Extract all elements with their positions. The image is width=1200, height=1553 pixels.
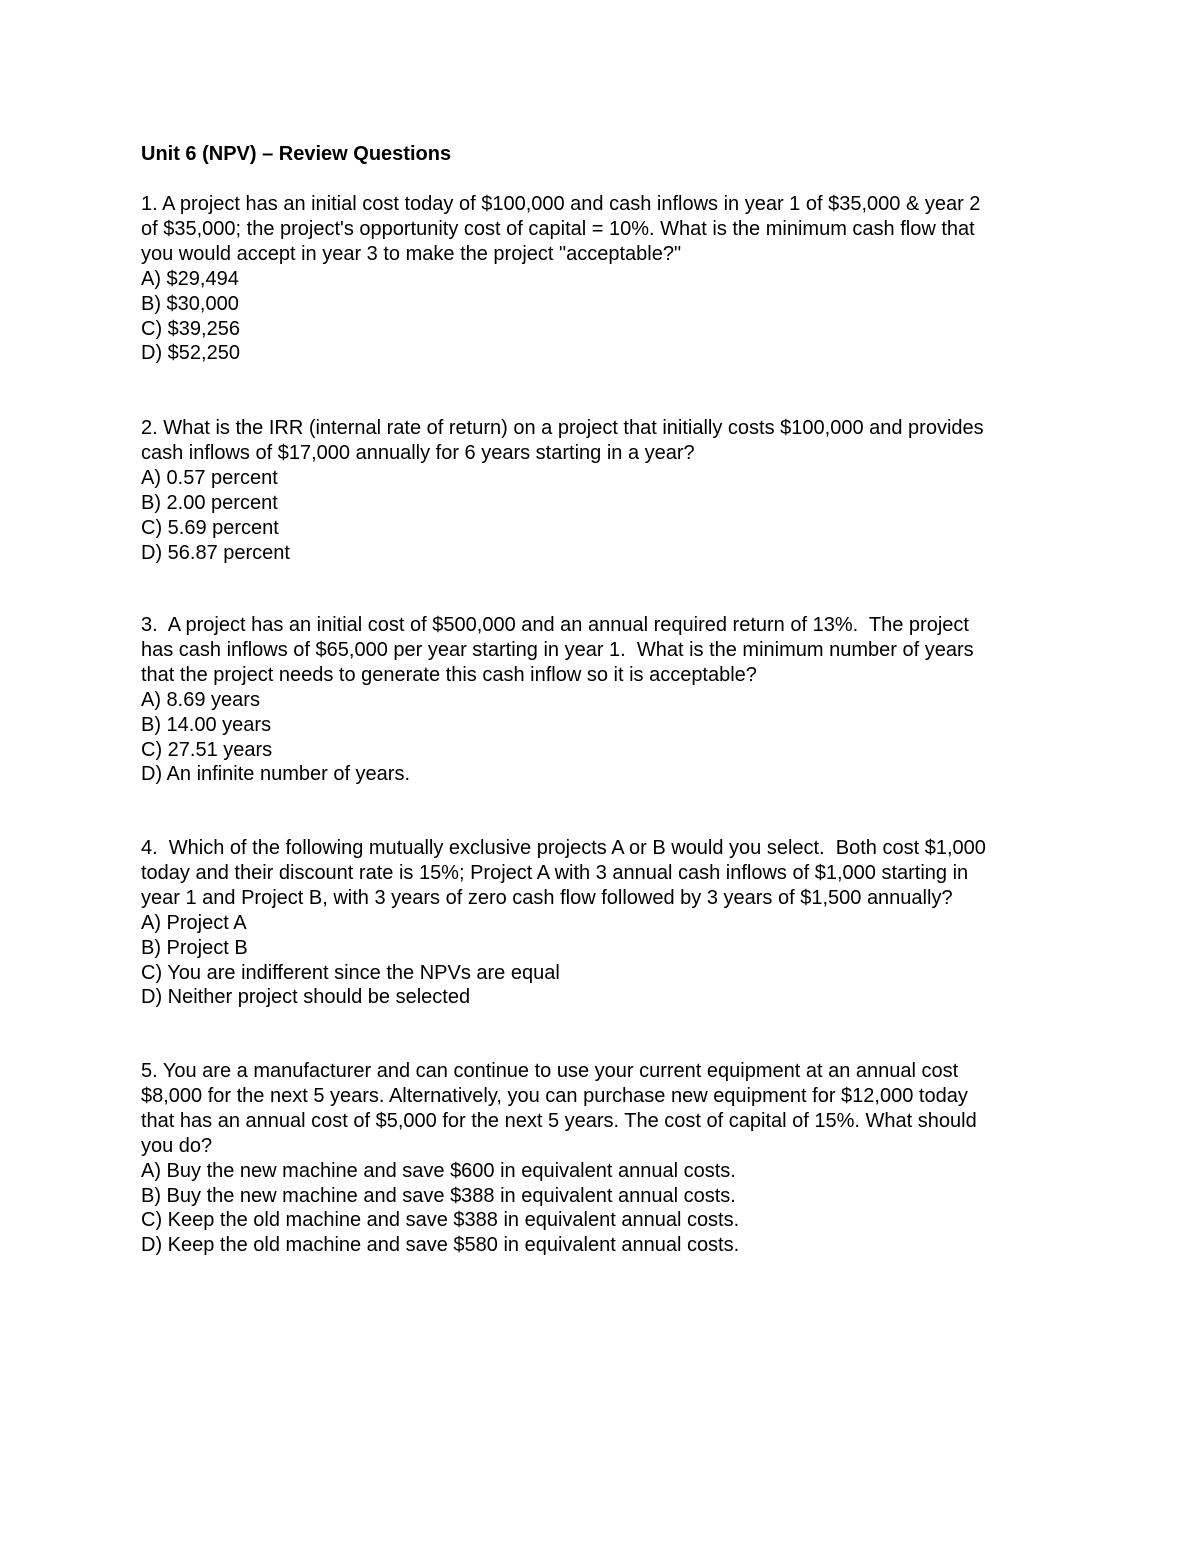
- question-text-line: 3. A project has an initial cost of $500,000 and an annual required return of 13%. The project: [141, 614, 969, 636]
- answer-option-c: C) $39,256: [141, 317, 240, 340]
- answer-option-a: A) Buy the new machine and save $600 in equivalent annual costs.: [141, 1159, 736, 1182]
- question-text-line: that has an annual cost of $5,000 for the next 5 years. The cost of capital of 15%. What should: [141, 1109, 977, 1132]
- question-4: [141, 836, 1071, 1010]
- question-text-line: of $35,000; the project's opportunity cost of capital = 10%. What is the minimum cash flow that: [141, 217, 975, 240]
- answer-option-a: A) 8.69 years: [141, 688, 260, 711]
- question-text-line: year 1 and Project B, with 3 years of zero cash flow followed by 3 years of $1,500 annually?: [141, 886, 953, 909]
- answer-option-c: C) You are indifferent since the NPVs are equal: [141, 961, 560, 984]
- question-text-line: 2. What is the IRR (internal rate of return) on a project that initially costs $100,000 and provides: [141, 417, 984, 439]
- answer-option-c: C) 5.69 percent: [141, 516, 279, 539]
- question-text-line: 5. You are a manufacturer and can continue to use your current equipment at an annual cost: [141, 1060, 959, 1082]
- answer-option-c: C) 27.51 years: [141, 738, 273, 761]
- answer-option-d: D) 56.87 percent: [141, 541, 290, 564]
- answer-option-c: C) Keep the old machine and save $388 in equivalent annual costs.: [141, 1209, 740, 1232]
- question-text-line: today and their discount rate is 15%; Project A with 3 annual cash inflows of $1,000 starting in: [141, 861, 969, 884]
- question-text-line: you do?: [141, 1134, 213, 1157]
- answer-option-a: A) 0.57 percent: [141, 466, 278, 489]
- question-text-line: has cash inflows of $65,000 per year starting in year 1. What is the minimum number of years: [141, 638, 974, 661]
- question-text-line: 4. Which of the following mutually exclusive projects A or B would you select. Both cost $1,000: [141, 837, 986, 859]
- answer-option-b: B) $30,000: [141, 292, 239, 315]
- answer-option-b: B) 2.00 percent: [141, 491, 278, 514]
- answer-option-b: B) 14.00 years: [141, 713, 272, 736]
- question-text-line: you would accept in year 3 to make the project "acceptable?": [141, 242, 682, 265]
- question-text-line: $8,000 for the next 5 years. Alternatively, you can purchase new equipment for $12,000 today: [141, 1084, 968, 1107]
- answer-option-d: D) $52,250: [141, 342, 240, 365]
- answer-option-a: A) Project A: [141, 911, 247, 934]
- question-3: [141, 613, 1071, 787]
- answer-option-d: D) Keep the old machine and save $580 in equivalent annual costs.: [141, 1234, 740, 1257]
- question-2: [141, 416, 1071, 565]
- question-text-line: cash inflows of $17,000 annually for 6 years starting in a year?: [141, 441, 695, 464]
- question-text-line: that the project needs to generate this cash inflow so it is acceptable?: [141, 663, 757, 686]
- answer-option-b: B) Buy the new machine and save $388 in equivalent annual costs.: [141, 1184, 736, 1207]
- answer-option-b: B) Project B: [141, 936, 248, 959]
- document-title: Unit 6 (NPV) – Review Questions: [141, 143, 452, 165]
- answer-option-d: D) Neither project should be selected: [141, 986, 471, 1009]
- question-text-line: 1. A project has an initial cost today of $100,000 and cash inflows in year 1 of $35,000 & year 2: [141, 193, 981, 215]
- answer-option-a: A) $29,494: [141, 267, 239, 290]
- question-1: [141, 192, 1071, 366]
- question-5: [141, 1059, 1071, 1258]
- answer-option-d: D) An infinite number of years.: [141, 763, 411, 786]
